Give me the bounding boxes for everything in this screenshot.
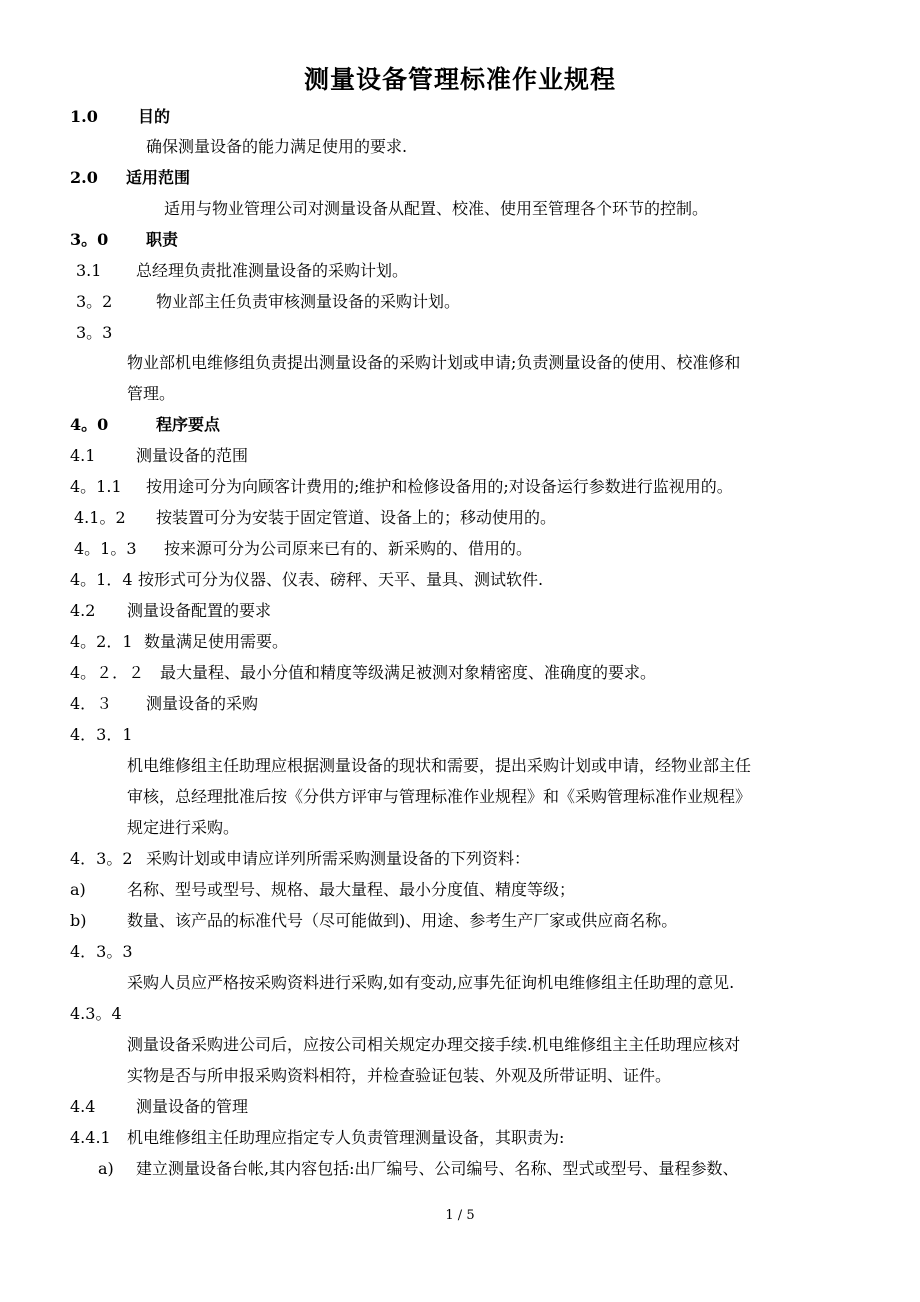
- section-number: 3。0: [70, 230, 109, 249]
- clause-number: 3。3: [76, 323, 113, 342]
- clause-number: 4。1。3: [74, 539, 137, 558]
- section-text: 程序要点: [156, 415, 221, 434]
- list-text: 数量、该产品的标准代号（尽可能做到)、用途、参考生产厂家或供应商名称。: [127, 911, 678, 930]
- paragraph-line: [70, 1127, 564, 1149]
- paragraph-text: 确保测量设备的能力满足使用的要求.: [146, 137, 408, 156]
- list-marker: a): [98, 1159, 114, 1178]
- clause-text: 总经理负责批准测量设备的采购计划。: [136, 261, 409, 280]
- paragraph-text: 管理。: [127, 384, 176, 403]
- clause-number: 4。1.1: [70, 477, 122, 496]
- clause-number: 3。2: [76, 292, 113, 311]
- clause-number: 4。２．２: [70, 663, 145, 682]
- paragraph-text: 测量设备采购进公司后，应按公司相关规定办理交接手续.机电维修组主主任助理应核对: [127, 1035, 741, 1054]
- paragraph-text: 机电维修组主任助理应根据测量设备的现状和需要，提出采购计划或申请，经物业部主任: [127, 756, 752, 775]
- clause-number: 4．３: [70, 694, 113, 713]
- paragraph-line: [70, 476, 733, 498]
- clause-text: 采购计划或申请应详列所需采购测量设备的下列资料：: [146, 849, 531, 868]
- paragraph-line: [127, 786, 751, 808]
- paragraph-line: [127, 383, 175, 405]
- paragraph-line: [76, 322, 112, 344]
- paragraph-line: [70, 569, 543, 591]
- section-number: 1.0: [70, 107, 98, 126]
- clause-number: 4.1。2: [74, 508, 126, 527]
- clause-text: 最大量程、最小分值和精度等级满足被测对象精密度、准确度的要求。: [160, 663, 657, 682]
- clause-number: 4。1．4: [70, 570, 133, 589]
- section-heading: [70, 229, 178, 251]
- clause-text: 数量满足使用需要。: [144, 632, 289, 651]
- section-heading: [70, 414, 220, 436]
- paragraph-text: 审核，总经理批准后按《分供方评审与管理标准作业规程》和《采购管理标准作业规程》: [127, 787, 752, 806]
- clause-number: 4。2．1: [70, 632, 133, 651]
- paragraph-line: [70, 445, 248, 467]
- paragraph-line: [70, 848, 530, 870]
- paragraph-text: 适用与物业管理公司对测量设备从配置、校准、使用至管理各个环节的控制。: [164, 199, 709, 218]
- clause-number: 4.1: [70, 446, 96, 465]
- paragraph-line: [164, 198, 708, 220]
- clause-text: 测量设备的范围: [136, 446, 249, 465]
- clause-text: 按形式可分为仪器、仪表、磅秤、天平、量具、测试软件.: [138, 570, 544, 589]
- clause-number: 4．3。3: [70, 942, 133, 961]
- clause-number: 4.3。4: [70, 1004, 122, 1023]
- clause-text: 物业部主任负责审核测量设备的采购计划。: [156, 292, 461, 311]
- paragraph-line: [127, 1065, 671, 1087]
- clause-text: 按装置可分为安装于固定管道、设备上的；移动使用的。: [156, 508, 557, 527]
- list-text: 建立测量设备台帐,其内容包括:出厂编号、公司编号、名称、型式或型号、量程参数、: [136, 1159, 739, 1178]
- list-item: [98, 1158, 738, 1180]
- section-number: 2.0: [70, 168, 98, 187]
- clause-text: 测量设备配置的要求: [127, 601, 272, 620]
- clause-text: 按来源可分为公司原来已有的、新采购的、借用的。: [164, 539, 533, 558]
- paragraph-text: 规定进行采购。: [127, 818, 240, 837]
- document-title: 测量设备管理标准作业规程: [303, 65, 616, 94]
- paragraph-line: [70, 600, 271, 622]
- list-marker: a): [70, 880, 86, 899]
- clause-number: 4．3．1: [70, 725, 133, 744]
- paragraph-line: [127, 1034, 740, 1056]
- clause-text: 机电维修组主任助理应指定专人负责管理测量设备，其职责为:: [127, 1128, 565, 1147]
- section-heading: [70, 167, 190, 189]
- paragraph-line: [127, 972, 734, 994]
- section-text: 职责: [146, 230, 179, 249]
- paragraph-line: [70, 724, 133, 746]
- paragraph-line: [70, 693, 258, 715]
- clause-text: 按用途可分为向顾客计费用的;维护和检修设备用的;对设备运行参数进行监视用的。: [146, 477, 733, 496]
- list-item: [70, 879, 575, 901]
- clause-text: 测量设备的管理: [136, 1097, 249, 1116]
- paragraph-line: [70, 1096, 248, 1118]
- paragraph-line: [76, 260, 408, 282]
- page-number: 1 / 5: [445, 1208, 475, 1223]
- clause-text: 测量设备的采购: [146, 694, 259, 713]
- paragraph-line: [127, 755, 751, 777]
- clause-number: 3.1: [76, 261, 102, 280]
- section-text: 适用范围: [126, 168, 191, 187]
- list-text: 名称、型号或型号、规格、最大量程、最小分度值、精度等级；: [127, 880, 576, 899]
- paragraph-text: 物业部机电维修组负责提出测量设备的采购计划或申请;负责测量设备的使用、校准修和: [127, 353, 741, 372]
- clause-number: 4．3。2: [70, 849, 133, 868]
- paragraph-line: [146, 136, 407, 158]
- paragraph-line: [74, 538, 532, 560]
- paragraph-line: [70, 662, 656, 684]
- paragraph-line: [70, 1003, 122, 1025]
- paragraph-line: [70, 941, 133, 963]
- section-text: 目的: [138, 107, 171, 126]
- clause-number: 4.4.1: [70, 1128, 111, 1147]
- paragraph-text: 实物是否与所申报采购资料相符，并检查验证包装、外观及所带证明、证件。: [127, 1066, 672, 1085]
- paragraph-line: [76, 291, 460, 313]
- paragraph-line: [70, 631, 288, 653]
- list-item: [70, 910, 677, 932]
- paragraph-line: [74, 507, 556, 529]
- paragraph-line: [127, 352, 740, 374]
- section-heading: [70, 106, 170, 128]
- paragraph-text: 采购人员应严格按采购资料进行采购,如有变动,应事先征询机电维修组主任助理的意见.: [127, 973, 735, 992]
- list-marker: b): [70, 911, 87, 930]
- section-number: 4。0: [70, 415, 109, 434]
- paragraph-line: [127, 817, 239, 839]
- clause-number: 4.2: [70, 601, 96, 620]
- clause-number: 4.4: [70, 1097, 96, 1116]
